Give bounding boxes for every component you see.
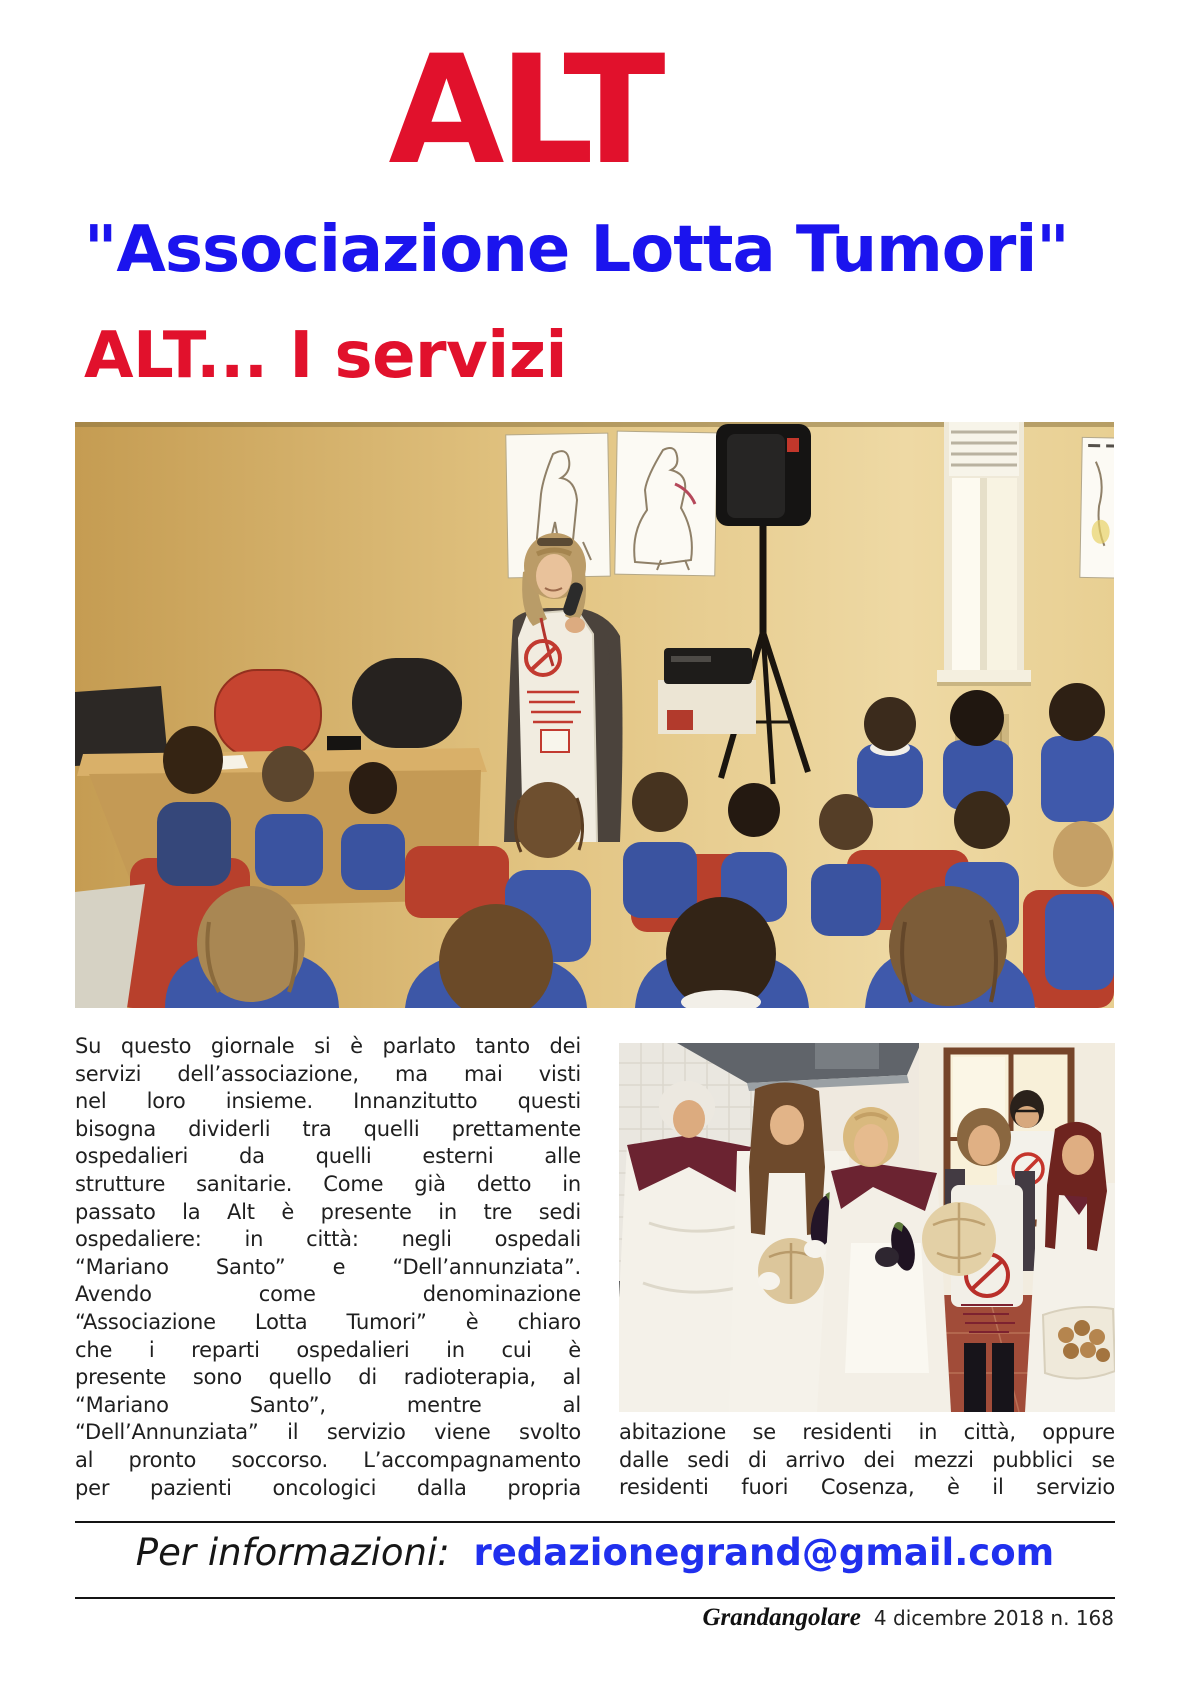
body-line: Avendo come denominazione <box>75 1282 581 1307</box>
body-line: abitazione se residenti in città, oppure <box>619 1420 1115 1444</box>
body-line: strutture sanitarie. Come già detto in <box>75 1171 581 1196</box>
body-line: ospedalieri da quelli esterni alle <box>75 1144 581 1169</box>
page-title: ALT <box>388 24 660 198</box>
body-line: “Mariano Santo” e “Dell’annunziata”. <box>75 1254 581 1279</box>
body-line: nel loro insieme. Innanzitutto questi <box>75 1089 581 1114</box>
body-line: passato la Alt è presente in tre sedi <box>75 1199 581 1224</box>
body-line: “Dell’Annunziata” il servizio viene svolto <box>75 1420 581 1445</box>
body-column-right <box>619 1419 1115 1502</box>
issue-info: 4 dicembre 2018 n. 168 <box>873 1606 1114 1630</box>
body-line: residenti fuori Cosenza, è il servizio <box>619 1475 1115 1500</box>
body-line: al pronto soccorso. L’accompagnamento <box>75 1447 581 1472</box>
divider-rule-top <box>75 1521 1115 1523</box>
divider-rule-bottom <box>75 1597 1115 1599</box>
contact-footer <box>75 1528 1115 1578</box>
publication-name: Grandangolare <box>702 1604 861 1631</box>
contact-email: redazionegrand@gmail.com <box>473 1531 1055 1574</box>
body-line: Su questo giornale si è parlato tanto dei <box>75 1034 581 1058</box>
contact-label: Per informazioni: <box>135 1531 450 1574</box>
publication-credit <box>702 1602 1114 1636</box>
association-subtitle: "Associazione Lotta Tumori" <box>84 213 1069 287</box>
body-column-left <box>75 1033 581 1502</box>
audio-equipment <box>658 648 756 734</box>
body-line: presente sono quello di radioterapia, al <box>75 1365 581 1390</box>
drawing-poster <box>1080 437 1114 578</box>
body-line: per pazienti oncologici dalla propria <box>75 1475 581 1500</box>
body-line: bisogna dividerli tra quelli prettamente <box>75 1116 581 1141</box>
classroom-presentation-photo <box>75 422 1114 1008</box>
kitchen-group-photo <box>619 1043 1115 1412</box>
body-line: servizi dell’associazione, ma mai visti <box>75 1061 581 1086</box>
section-heading: ALT... I servizi <box>84 319 567 393</box>
body-line: dalle sedi di arrivo dei mezzi pubblici se <box>619 1447 1115 1472</box>
body-line: “Mariano Santo”, mentre al <box>75 1392 581 1417</box>
body-line: che i reparti ospedalieri in cui è <box>75 1337 581 1362</box>
body-line: ospedaliere: in città: negli ospedali <box>75 1227 581 1252</box>
body-line: “Associazione Lotta Tumori” è chiaro <box>75 1309 581 1334</box>
